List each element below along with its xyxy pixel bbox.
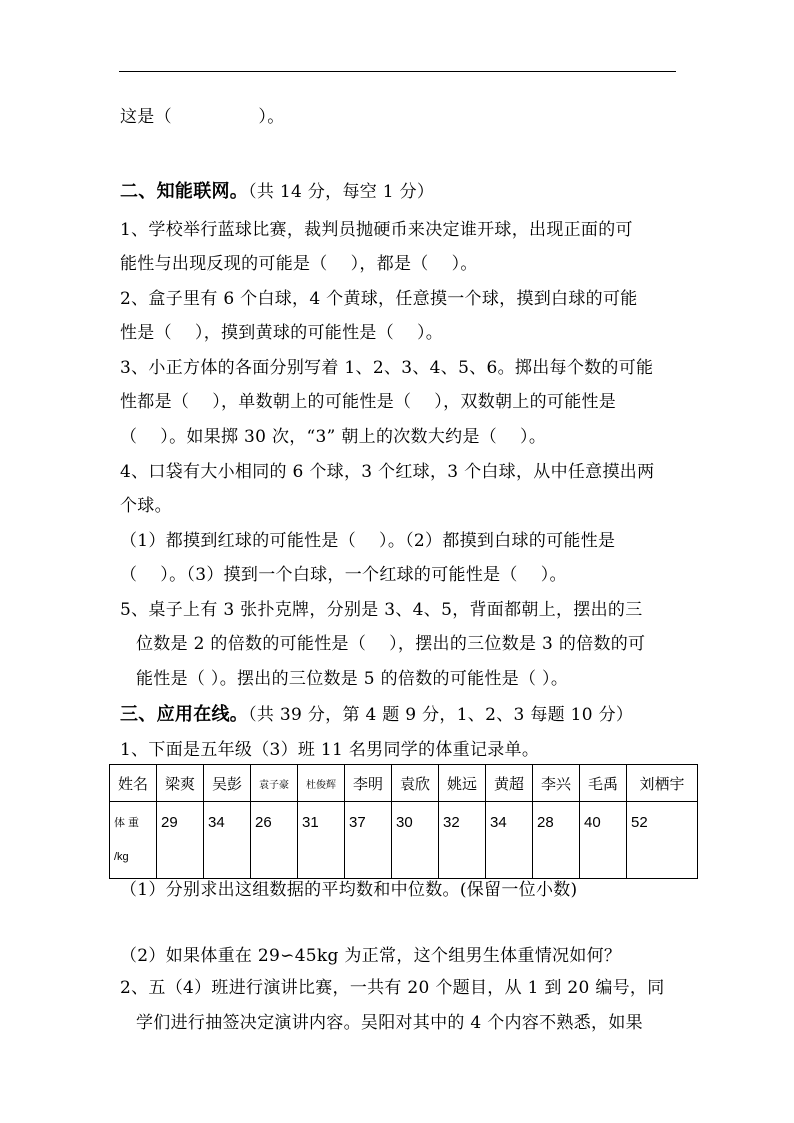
question-5-line-3: 能性是（ ）。摆出的三位数是 5 的倍数的可能性是（ ）。 bbox=[136, 669, 569, 689]
student-name-cell: 刘栖宇 bbox=[627, 765, 698, 802]
application-2-line-2: 学们进行抽签决定演讲内容。吴阳对其中的 4 个内容不熟悉，如果 bbox=[136, 1013, 643, 1033]
weight-cell: 28 bbox=[533, 802, 580, 879]
student-name-cell: 黄超 bbox=[486, 765, 533, 802]
weight-cell: 26 bbox=[251, 802, 298, 879]
weight-cell: 34 bbox=[486, 802, 533, 879]
table-row bbox=[110, 802, 698, 879]
application-2-line-1: 2、五（4）班进行演讲比赛，一共有 20 个题目，从 1 到 20 编号，同 bbox=[120, 978, 665, 998]
question-4-line-3: （1）都摸到红球的可能性是（ ）。（2）都摸到白球的可能性是 bbox=[120, 531, 616, 551]
section-title: 二、知能联网。 bbox=[120, 181, 249, 202]
question-5-line-2: 位数是 2 的倍数的可能性是（ ），摆出的三位数是 3 的倍数的可 bbox=[136, 634, 646, 654]
weight-cell: 30 bbox=[392, 802, 439, 879]
weight-cell: 40 bbox=[580, 802, 627, 879]
section-score-note: （共 39 分，第 4 题 9 分，1、2、3 每题 10 分） bbox=[248, 705, 634, 725]
question-2-line-2: 性是（ ），摸到黄球的可能性是（ ）。 bbox=[120, 323, 444, 343]
application-1-sub-2: （2）如果体重在 29∽45kg 为正常，这个组男生体重情况如何？ bbox=[120, 946, 622, 966]
question-3-line-2: 性都是（ ），单数朝上的可能性是（ ），双数朝上的可能性是 bbox=[120, 392, 617, 412]
question-3-line-1: 3、小正方体的各面分别写着 1、2、3、4、5、6。掷出每个数的可能 bbox=[120, 358, 654, 378]
question-3-line-3: （ ）。如果掷 30 次，“3” 朝上的次数大约是（ ）。 bbox=[120, 427, 547, 447]
student-name-cell: 吴彭 bbox=[204, 765, 251, 802]
header-rule bbox=[119, 71, 676, 72]
section-title: 三、应用在线。 bbox=[120, 704, 249, 725]
question-1-line-2: 能性与出现反现的可能是（ ），都是（ ）。 bbox=[120, 254, 478, 274]
student-name-cell: 袁子豪 bbox=[251, 765, 298, 802]
weight-cell: 29 bbox=[157, 802, 204, 879]
question-2-line-1: 2、盒子里有 6 个白球，4 个黄球，任意摸一个球，摸到白球的可能 bbox=[120, 289, 638, 309]
application-1-sub-1: （1）分别求出这组数据的平均数和中位数。(保留一位小数) bbox=[120, 880, 578, 900]
student-name-cell: 李兴 bbox=[533, 765, 580, 802]
weight-cell: 34 bbox=[204, 802, 251, 879]
weight-cell: 52 bbox=[627, 802, 698, 879]
question-4-line-2: 个球。 bbox=[120, 496, 172, 516]
question-1-line-1: 1、学校举行蓝球比赛，裁判员抛硬币来决定谁开球，出现正面的可 bbox=[120, 220, 633, 240]
section-heading-3 bbox=[120, 703, 633, 727]
application-1-intro: 1、下面是五年级（3）班 11 名男同学的体重记录单。 bbox=[120, 740, 540, 760]
weight-cell: 37 bbox=[345, 802, 392, 879]
student-name-cell: 姚远 bbox=[439, 765, 486, 802]
student-name-cell: 袁欣 bbox=[392, 765, 439, 802]
table-header-row bbox=[110, 765, 698, 802]
section-score-note: （共 14 分，每空 1 分） bbox=[248, 182, 435, 202]
section-heading-2 bbox=[120, 180, 434, 204]
weight-record-table bbox=[109, 764, 698, 879]
question-4-line-1: 4、口袋有大小相同的 6 个球，3 个红球，3 个白球，从中任意摸出两 bbox=[120, 462, 655, 482]
text-line: 这是（ ）。 bbox=[120, 107, 285, 127]
weight-header-cell: 体 重 /kg bbox=[110, 802, 157, 879]
student-name-cell: 梁爽 bbox=[157, 765, 204, 802]
question-4-line-4: （ ）。（3）摸到一个白球，一个红球的可能性是（ ）。 bbox=[120, 565, 567, 585]
student-name-cell: 毛禹 bbox=[580, 765, 627, 802]
question-5-line-1: 5、桌子上有 3 张扑克牌，分别是 3、4、5，背面都朝上，摆出的三 bbox=[120, 600, 643, 620]
weight-cell: 32 bbox=[439, 802, 486, 879]
student-name-cell: 李明 bbox=[345, 765, 392, 802]
weight-cell: 31 bbox=[298, 802, 345, 879]
student-name-cell: 杜俊辉 bbox=[298, 765, 345, 802]
name-header-cell: 姓名 bbox=[110, 765, 157, 802]
